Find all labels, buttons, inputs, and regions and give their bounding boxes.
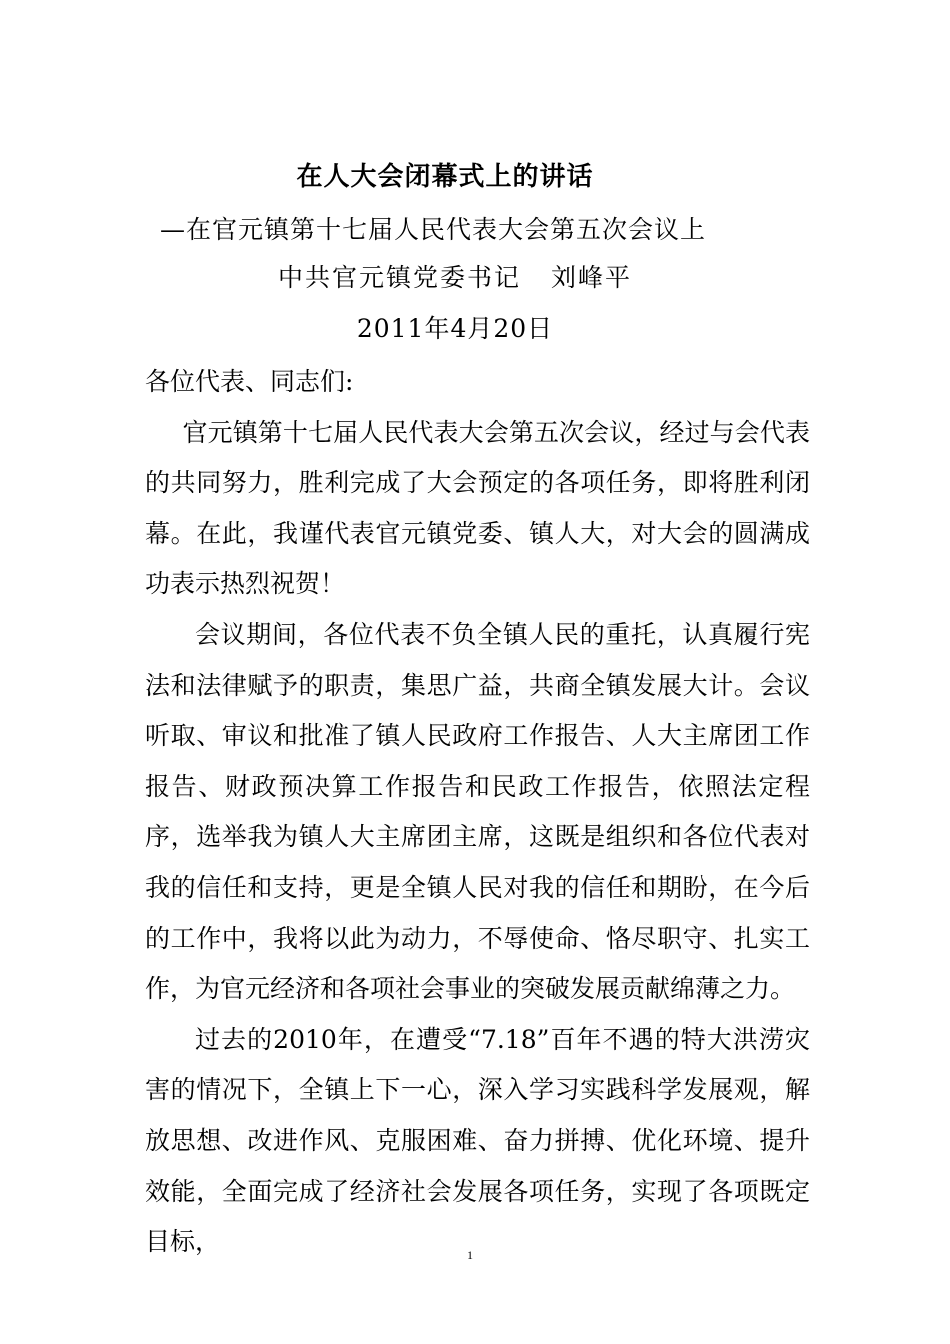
author-name: 刘峰平 [551,263,633,292]
speech-date: 2011年4月20日 [356,314,554,343]
paragraph: 会议期间，各位代表不负全镇人民的重托，认真履行宪法和法律赋予的职责，集思广益，共商全镇发展大计。会议听取、审议和批准了镇人民政府工作报告、人大主席团工作报告、财政预决算工作报告和民政工作报告，依照法定程序，选举我为镇人大主席团主席，这既是组织和各位代表对我的信任和支持，更是全镇人民对我的信任和期盼，在今后的工作中，我将以此为动力，不辱使命、恪尽职守、扎实工作，为官元经济和各项社会事业的突破发展贡献绵薄之力。 [145,619,810,1004]
document-subtitle: —在官元镇第十七届人民代表大会第五次会议上 [160,215,707,244]
paragraph: 过去的2010年，在遭受“7.18”百年不遇的特大洪涝灾害的情况下，全镇上下一心，深入学习实践科学发展观，解放思想、改进作风、克服困难、奋力拼搏、优化环境、提升效能，全面完成了经济社会发展各项任务，实现了各项既定目标， [145,1024,810,1257]
speech-body [145,357,810,1268]
page-number: 1 [467,1248,473,1262]
paragraph: 官元镇第十七届人民代表大会第五次会议，经过与会代表的共同努力，胜利完成了大会预定的各项任务，即将胜利闭幕。在此，我谨代表官元镇党委、镇人大，对大会的圆满成功表示热烈祝贺！ [145,417,810,599]
greeting: 各位代表、同志们: [145,367,354,396]
document-title: 在人大会闭幕式上的讲话 [296,162,594,192]
author-role: 中共官元镇党委书记 [277,263,521,292]
author-line [0,258,950,294]
